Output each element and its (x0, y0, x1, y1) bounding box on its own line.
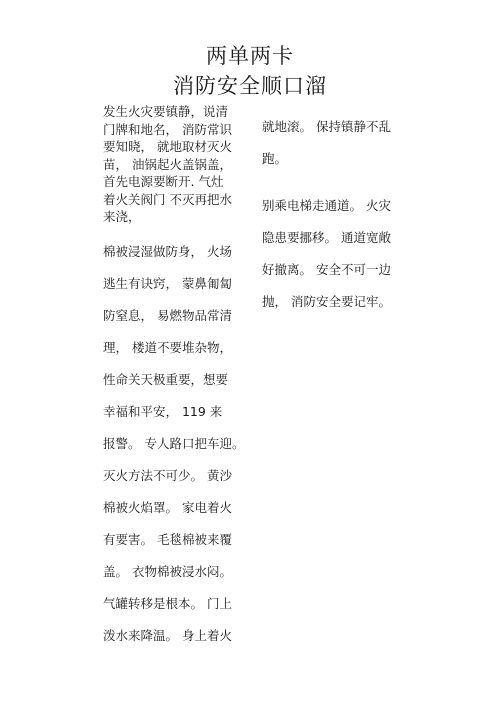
text-line: 棉被浸湿做防身， 火场 (103, 244, 232, 259)
text-line: 幸福和平安， 119 来 (103, 404, 223, 419)
text-line: 逃生有诀窍， 蒙鼻匍匐 (103, 276, 232, 291)
text-line: 防窒息， 易燃物品常清 (103, 308, 232, 323)
text-line: 报警。 专人路口把车迎。 (103, 436, 245, 451)
text-line: 就地滚。 保持镇静不乱 (262, 119, 391, 134)
text-line: 来浇， (103, 209, 141, 224)
text-line: 泼水来降温。 身上着火 (103, 628, 232, 643)
text-line: 要知晓， 就地取材灭火 (103, 139, 232, 154)
text-line: 着火关阀门 不灭再把水 (103, 191, 232, 207)
right-paragraph-1 (262, 111, 391, 175)
text-line: 抛， 消防安全要记牢。 (262, 294, 391, 309)
text-line: 隐患要挪移。 通道宽敞 (262, 230, 391, 245)
left-loose-paragraph (103, 236, 244, 652)
text-line: 好撤离。 安全不可一边 (262, 262, 391, 277)
document-subtitle: 消防安全顺口溜 (173, 74, 327, 98)
left-dense-paragraph (103, 103, 232, 226)
text-line: 有要害。 毛毯棉被来覆 (103, 532, 232, 547)
text-line: 气罐转移是根本。 门上 (103, 596, 232, 611)
text-line: 别乘电梯走通道。 火灾 (262, 198, 391, 213)
text-line: 门牌和地名， 消防常识 (103, 121, 232, 137)
text-line: 发生火灾要镇静，说清 (103, 104, 229, 119)
text-line: 首先电源要断开. 气灶 (103, 174, 224, 189)
document-title: 两单两卡 (206, 44, 294, 68)
text-line: 灭火方法不可少。 黄沙 (103, 468, 232, 483)
text-line: 性命关天极重要，想要 (103, 372, 229, 387)
text-line: 盖。 衣物棉被浸水闷。 (103, 564, 232, 579)
text-line: 跑。 (262, 151, 288, 166)
text-line: 棉被火焰罩。 家电着火 (103, 500, 232, 515)
text-line: 理， 楼道不要堆杂物， (103, 340, 232, 355)
text-line: 苗， 油锅起火盖锅盖， (103, 156, 232, 172)
right-paragraph-2 (262, 190, 391, 318)
